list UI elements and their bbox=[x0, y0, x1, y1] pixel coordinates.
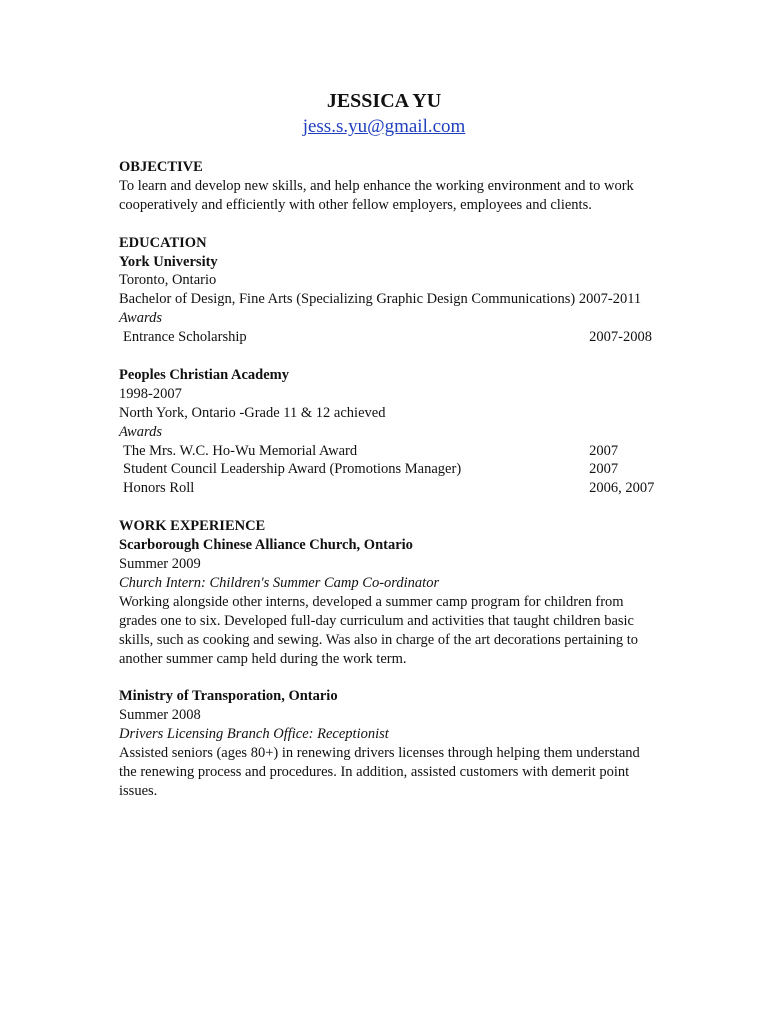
award-title: Honors Roll bbox=[123, 480, 195, 497]
candidate-name: JESSICA YU bbox=[326, 90, 442, 112]
awards-label: Awards bbox=[119, 310, 162, 327]
award-title: The Mrs. W.C. Ho-Wu Memorial Award bbox=[123, 442, 358, 459]
employer-name: Ministry of Transporation, Ontario bbox=[119, 688, 338, 705]
school-name: York University bbox=[119, 253, 218, 270]
awards-label: Awards bbox=[119, 423, 162, 440]
education-heading: EDUCATION bbox=[119, 234, 207, 251]
job-description-line: Assisted seniors (ages 80+) in renewing drivers licenses through helping them understand bbox=[119, 745, 640, 762]
school-name: Peoples Christian Academy bbox=[119, 366, 289, 383]
job-period: Summer 2008 bbox=[119, 707, 201, 724]
award-year: 2006, 2007 bbox=[589, 480, 655, 497]
objective-heading: OBJECTIVE bbox=[119, 159, 203, 175]
job-description-line: issues. bbox=[119, 782, 158, 799]
job-role: Drivers Licensing Branch Office: Receptionist bbox=[119, 726, 389, 743]
employer-name: Scarborough Chinese Alliance Church, Ontario bbox=[119, 537, 413, 554]
email-link[interactable]: jess.s.yu@gmail.com bbox=[302, 116, 466, 137]
award-year: 2007 bbox=[589, 442, 619, 459]
degree-row bbox=[119, 290, 679, 309]
school-location: North York, Ontario -Grade 11 & 12 achieved bbox=[119, 404, 386, 421]
award-row bbox=[119, 442, 679, 461]
work-heading: WORK EXPERIENCE bbox=[119, 518, 266, 535]
award-year: 2007-2008 bbox=[589, 329, 652, 346]
job-description-line: the renewing process and procedures. In addition, assisted customers with demerit point bbox=[119, 763, 630, 780]
resume-body bbox=[119, 158, 679, 801]
degree-years: 2007-2011 bbox=[578, 291, 642, 308]
resume-header bbox=[0, 88, 768, 140]
job-description-line: another summer camp held during the work term. bbox=[119, 650, 407, 667]
school-years: 1998-2007 bbox=[119, 385, 182, 402]
award-row bbox=[119, 328, 679, 347]
objective-text: To learn and develop new skills, and help enhance the working environment and to work cooperatively and efficiently with other fellow employers, employees and clients. bbox=[119, 177, 634, 213]
job-description-line: Working alongside other interns, developed a summer camp program for children from bbox=[119, 593, 624, 610]
job-role: Church Intern: Children's Summer Camp Co-ordinator bbox=[119, 574, 440, 591]
degree-title: Bachelor of Design, Fine Arts (Specializing Graphic Design Communications) bbox=[119, 291, 576, 308]
school-location: Toronto, Ontario bbox=[119, 272, 217, 289]
job-description-line: grades one to six. Developed full-day curriculum and activities that taught children basic bbox=[119, 612, 634, 629]
job-description-line: skills, such as cooking and sewing. Was also in charge of the art decorations pertaining to bbox=[119, 631, 638, 648]
award-row bbox=[119, 460, 679, 479]
award-row bbox=[119, 479, 679, 498]
job-period: Summer 2009 bbox=[119, 555, 201, 572]
award-year: 2007 bbox=[589, 461, 619, 478]
award-title: Student Council Leadership Award (Promotions Manager) bbox=[123, 461, 462, 478]
award-title: Entrance Scholarship bbox=[123, 329, 247, 346]
